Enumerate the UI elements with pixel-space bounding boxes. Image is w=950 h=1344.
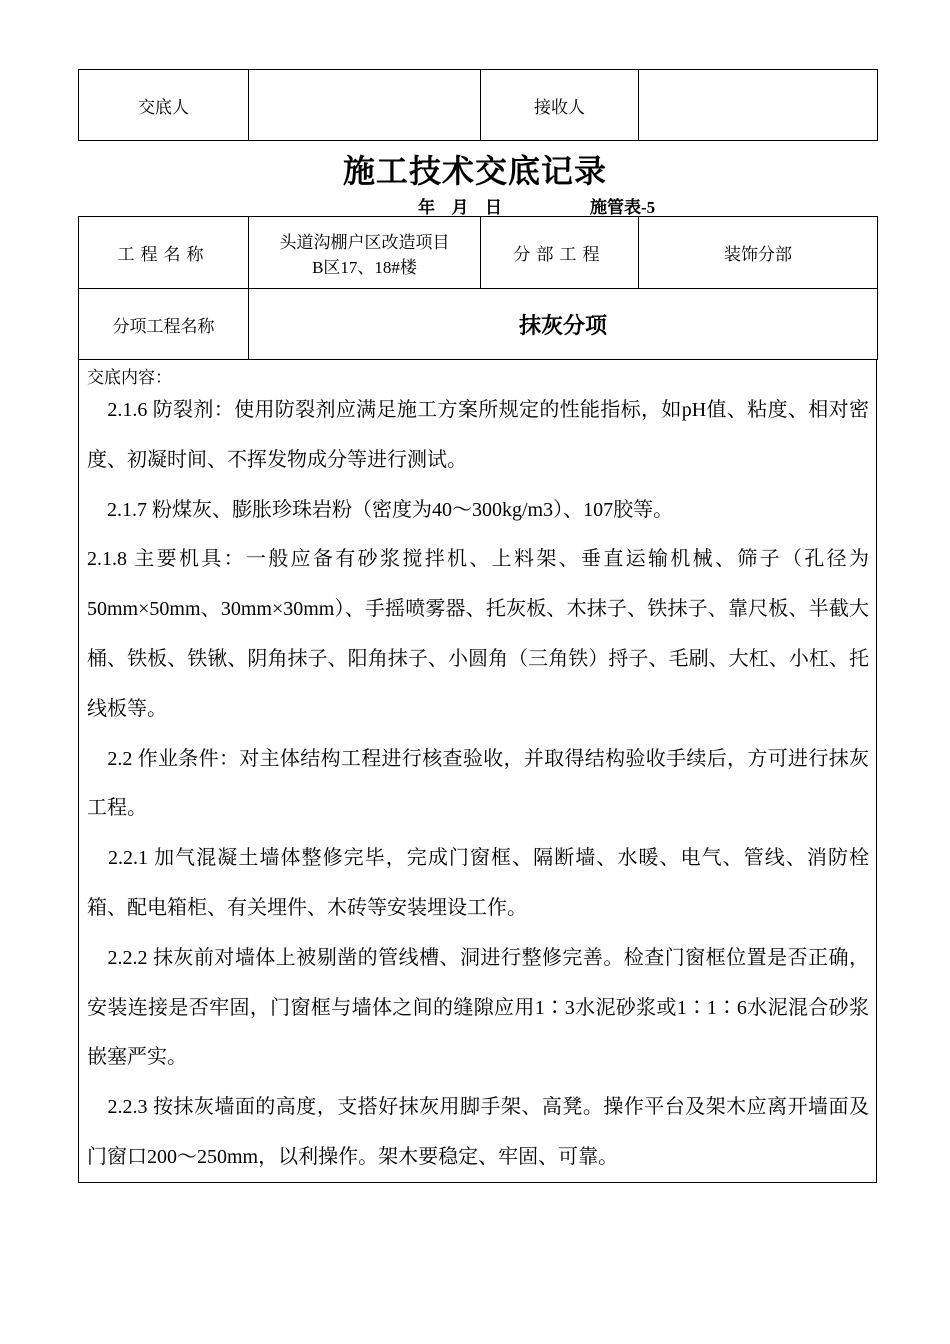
project-info-table [78, 216, 878, 360]
subitem-value: 抹灰分项 [249, 289, 878, 360]
giver-value [249, 70, 481, 141]
giver-label: 交底人 [79, 70, 249, 141]
paragraph-2-2-3: 2.2.3 按抹灰墙面的高度，支搭好抹灰用脚手架、高凳。操作平台及架木应离开墙面及门窗口200～250mm，以利操作。架木要稳定、牢固、可靠。 [87, 1096, 869, 1168]
date-label: 年 月 日 [418, 198, 502, 217]
form-code: 施管表-5 [590, 198, 656, 217]
paragraph-2-2-1: 2.2.1 加气混凝土墙体整修完毕，完成门窗框、隔断墙、水暖、电气、管线、消防栓箱、配电箱柜、有关埋件、木砖等安装埋设工作。 [87, 847, 869, 919]
paragraph-2-1-6: 2.1.6 防裂剂：使用防裂剂应满足施工方案所规定的性能指标，如pH值、粘度、相对密度、初凝时间、不挥发物成分等进行测试。 [87, 399, 869, 471]
project-name-label: 工程名称 [79, 217, 249, 289]
page-title: 施工技术交底记录 [342, 153, 607, 189]
division-value: 装饰分部 [639, 217, 878, 289]
paragraph-2-2: 2.2 作业条件：对主体结构工程进行核查验收，并取得结构验收手续后，方可进行抹灰工程。 [87, 747, 869, 820]
receiver-value [639, 70, 878, 141]
paragraph-2-1-7: 2.1.7 粉煤灰、膨胀珍珠岩粉（密度为40～300kg/m3）、107胶等。 [87, 498, 674, 521]
content-body [87, 386, 869, 1183]
subitem-label: 分项工程名称 [79, 289, 249, 360]
paragraph-2-2-2: 2.2.2 抹灰前对墙体上被剔凿的管线槽、洞进行整修完善。检查门窗框位置是否正确，安装连接是否牢固，门窗框与墙体之间的缝隙应用1∶3水泥砂浆或1∶1∶6水泥混合砂浆嵌塞严实。 [87, 946, 869, 1069]
paragraph-2-1-8: 2.1.8 主要机具：一般应备有砂浆搅拌机、上料架、垂直运输机械、筛子（孔径为50mm×50mm、30mm×30mm）、手摇喷雾器、托灰板、木抹子、铁抹子、靠尺板、半截大桶、铁板、铁锹、阴角抹子、阳角抹子、小圆角（三角铁）捋子、毛刷、大杠、小杠、托线板等。 [87, 548, 869, 720]
signoff-table [78, 69, 878, 141]
division-label: 分部工程 [481, 217, 639, 289]
content-label: 交底内容： [87, 368, 172, 387]
project-name-line1: 头道沟棚户区改造项目 [279, 232, 450, 252]
project-name-value [249, 217, 481, 289]
project-name-line2: B区17、18#楼 [312, 257, 417, 277]
receiver-label: 接收人 [481, 70, 639, 141]
content-section [78, 359, 877, 1183]
